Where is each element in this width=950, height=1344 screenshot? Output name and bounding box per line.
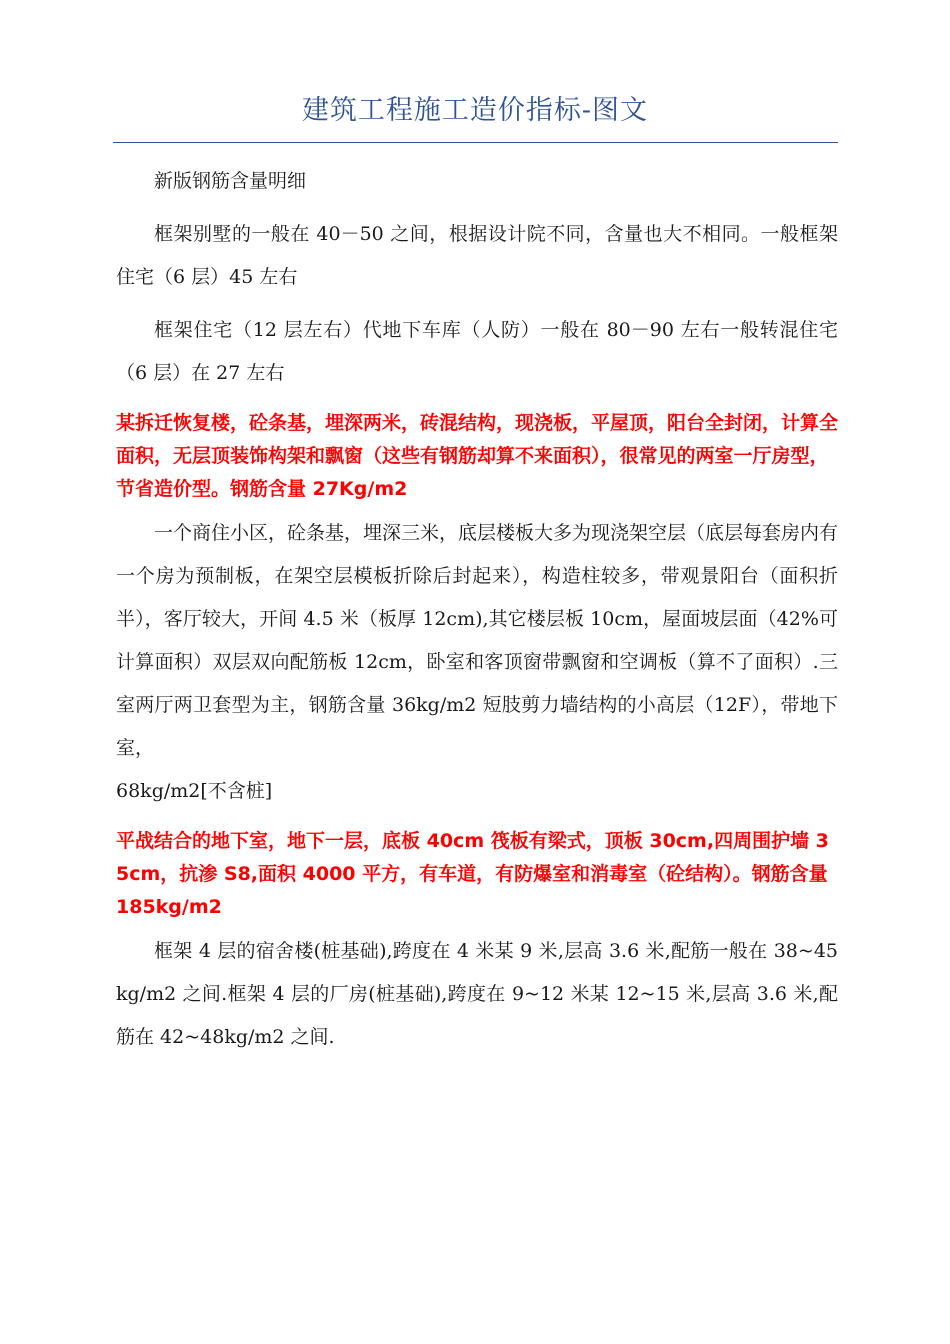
paragraph-villa: 框架别墅的一般在 40－50 之间，根据设计院不同，含量也大不相同。一般框架住宅（6 层）45 左右	[116, 223, 838, 288]
paragraph-commercial-residential: 一个商住小区，砼条基，埋深三米，底层楼板大多为现浇架空层（底层每套房内有一个房为预制板，在架空层模板折除后封起来），构造柱较多，带观景阳台（面积折半），客厅较大，开间 4.5 米（板厚 12cm),其它楼层板 10cm，屋面坡层面（42%可计算面积）双层双向配筋板 12cm，卧室和客顶窗带飘窗和空调板（算不了面积）.三室两厅两卫套型为主，钢筋含量 36kg/m2 短肢剪力墙结构的小高层（12F），带地下室，	[116, 522, 839, 759]
document-title: 建筑工程施工造价指标-图文	[301, 95, 649, 126]
paragraph-frame-dormitory: 框架 4 层的宿舍楼(桩基础),跨度在 4 米某 9 米,层高 3.6 米,配筋一般在 38~45kg/m2 之间.框架 4 层的厂房(桩基础),跨度在 9~12 米某 12~15 米,层高 3.6 米,配筋在 42~48kg/m2 之间.	[116, 940, 838, 1048]
highlight-paragraph-relocation: 某拆迁恢复楼，砼条基，埋深两米，砖混结构，现浇板，平屋顶，阳台全封闭，计算全面积，无层顶装饰构架和飘窗（这些有钢筋却算不来面积），很常见的两室一厅房型，节省造价型。钢筋含量 27Kg/m2	[116, 412, 839, 500]
document-body	[116, 160, 838, 1059]
section-heading: 新版钢筋含量明细	[154, 170, 307, 192]
paragraph-residential: 框架住宅（12 层左右）代地下车库（人防）一般在 80－90 左右一般转混住宅（6 层）在 27 左右	[116, 319, 838, 384]
paragraph-commercial-residential-tail: 68kg/m2[不含桩]	[116, 780, 273, 802]
highlight-paragraph-basement: 平战结合的地下室，地下一层，底板 40cm 筏板有梁式，顶板 30cm,四周围护墙 35cm，抗渗 S8,面积 4000 平方，有车道，有防爆室和消毒室（砼结构）。钢筋含量 185kg/m2	[116, 830, 829, 918]
title-divider	[113, 142, 838, 143]
